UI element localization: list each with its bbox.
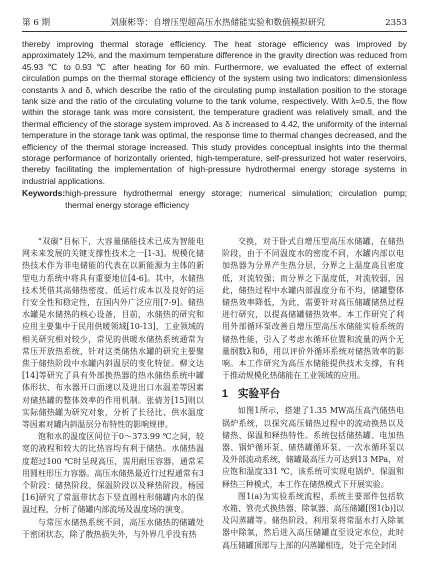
running-header <box>22 10 407 32</box>
keywords-line <box>22 188 407 211</box>
body-paragraph: 交换，对于卧式自增压型高压水储罐，在储热阶段，由于不同温度水的密度不同，水罐内部以电加热器为分界产生热分层，分界之上温度高且密度低，对流较强；而分界之下温度低，对流较弱，因此，储热过程中水罐内部温度分布不均，储罐整体储热效率降低，为此，需要针对高压储罐储热过程进行研究，以提高储罐储热效率。本工作研究了利用外部循环泵改善自增压型高压水储能实验系统的储热性能，引入了考虑水循环位置和流量的两个无量纲数λ和δ，用以评价外循环系统对储热效率的影响。本工作研究为高压水储能提供技术支撑，有利于推动规模化热储能在工业领域的应用。 <box>222 237 404 381</box>
section-heading <box>222 386 404 402</box>
body-paragraph: 如图1所示，搭建了1.35 MW高压高汽储热电锅炉系统，以探究高压储热过程中的流动换热以及储热、保温和释热特性。系统包括储热罐、电加热器、锅炉循环泵、储热罐循环泵、一次水循环泵以及外部流动系统，储罐最高压力可达到13 MPa，对应饱和温度331 ℃，该系统可实现电锅炉、保温和释热三种模式，本工作在储热模式下开展实验。 <box>222 406 404 489</box>
section-number: 1 <box>222 388 228 401</box>
keywords-text: high-pressure hydrothermal energy storage; numerical simulation; circulation pump; thermal energy storage efficiency <box>65 188 407 210</box>
running-title: 刘康彬等：自增压型超高压水热储能实验和数值模拟研究 <box>110 18 326 28</box>
english-abstract <box>22 39 407 211</box>
body-paragraph: 饱和水的温度区间位于0～373.99 ℃之间，较宽的液程和较大的比热容均有利于储热。水储热温度超过100 ℃时呈现高压，需用耐压容器，通常采用圆柱形压力容器。高压水储热最近行过程通常有3个阶段：储热阶段、保温阶段以及释热阶段。杨园[16]研究了常温带状态下竖直圆柱形储罐内水的保温过程，分析了储罐内部流场及温度场的演变。 <box>22 432 204 515</box>
body-paragraph: “双碳”目标下，大容量储能技术已成为智能电网未来发展的关键支撑性技术之一[1-3]。规模化储热技术作为非电储能的代表在以新能源为主体的新型电力系统中将具有重要地位[4-6]。其中，水储热技术凭借其高储热密度、低运行成本以及良好的运行安全性和稳定性，在国内外广泛应用[7-9]。储热水罐是水储热的核心设备，目前，水储热的研究和应用主要集中于民用供暖领域[10-13]，工业领域的相关研究相对较少，常见的供暖水储热系统通常为常压开放热系统，针对这类储热水罐的研究主要聚焦于储热阶段中水罐内斜温层的变化特征。柳文达[14]等研究了具有外部换热器的热水储热系统中罐体形状、布水器开口面速以及进出口水温差等因素对储热罐的整体效率的作用机制。张倩芳[15]则以实际储热罐为研究对象，分析了长径比、供水温度等因素对罐内斜温层分布特性的影响规律。 <box>22 237 204 430</box>
abstract-body: thereby improving thermal storage efficiency. The heat storage efficiency was improved by approximately 12%, and the maximum temperature difference in the gravity direction was reduced from 45.93 ℃ to 0.93 ℃ after heating for 60 min. Furthermore, we evaluated the effect of external circulation pumps on the thermal storage efficiency of the system using two indicators: dimensionless constants λ and δ, which describe the ratio of the circulating pump installation position to the storage tank size and the ratio of the circulating volume to the tank volume, respectively. With λ=0.5, the flow within the storage tank was more consistent, the temperature gradient was relatively small, and the thermal efficiency of the storage system improved. As δ increased to 4.42, the uniformity of the internal temperature in the storage tank was optimal, the response time to thermal changes decreased, and the efficiency of the thermal storage increased. This study provides conceptual insights into the thermal storage performance of horizontally oriented, high-temperature, self-pressurized hot water reservoirs, thereby facilitating the implementation of high-pressure hydrothermal energy storage systems in industrial applications. <box>22 39 407 186</box>
section-title: 实验平台 <box>237 388 281 401</box>
body-paragraph: 图1(a)为实验系统流程，系统主要部件包括软水箱、管壳式换热器、除氧器、高压储罐[图1(b)]以及闪蒸罐等。储热阶段，利用泵将常温水打入除氧器中除氧，然后进入高压储罐直至设定水位，此时高压储罐顶部与上部的闪蒸罐相连，处于完全封闭 <box>222 491 404 550</box>
page-number: 2353 <box>385 18 407 28</box>
right-column <box>222 236 404 552</box>
keywords-label: Keywords: <box>22 188 66 199</box>
body-paragraph: 与常压水储热系统不同，高压水储热的储罐处于密闭状态，除了散热损失外，与外界几乎没有热 <box>22 517 204 539</box>
left-column <box>22 236 204 541</box>
issue-label: 第 6 期 <box>22 18 51 28</box>
